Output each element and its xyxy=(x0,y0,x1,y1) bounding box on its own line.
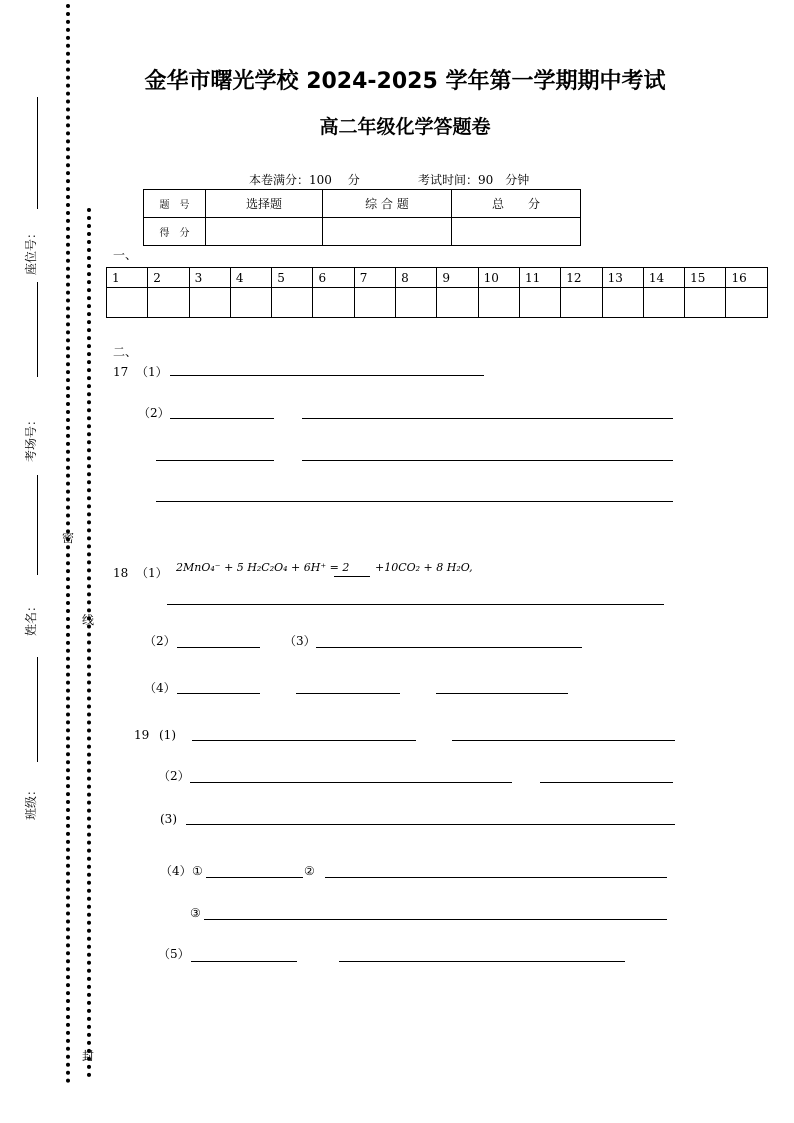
section-two-label: 二、 xyxy=(113,345,138,359)
answer-number: 12 xyxy=(561,268,602,288)
q19-part1-label: (1) xyxy=(159,728,176,742)
section-one-label: 一、 xyxy=(113,248,138,262)
inner-dotted-binding-line xyxy=(87,208,91,1078)
choice-header: 选择题 xyxy=(206,190,323,218)
score-row-label: 得 分 xyxy=(144,218,206,246)
exam-number-label: 考场号： xyxy=(24,413,38,462)
choice-score-cell[interactable] xyxy=(206,218,323,246)
q17-part2-blank-d[interactable] xyxy=(302,460,673,461)
binding-char-feng: 封 xyxy=(82,1049,95,1063)
answer-number: 8 xyxy=(396,268,437,288)
q19-part5-label: （5） xyxy=(158,947,190,961)
q17-part2-blank-e[interactable] xyxy=(156,501,673,502)
q19-part3-label: (3) xyxy=(160,812,177,826)
seat-line xyxy=(37,282,38,377)
q18-part2-blank[interactable] xyxy=(177,647,260,648)
answer-number: 9 xyxy=(437,268,478,288)
q19-part4-blank-2[interactable] xyxy=(325,877,667,878)
answer-number: 6 xyxy=(313,268,354,288)
answer-box[interactable] xyxy=(726,288,767,318)
q19-part1-blank-b[interactable] xyxy=(452,740,675,741)
comprehensive-score-cell[interactable] xyxy=(323,218,452,246)
answer-box[interactable] xyxy=(396,288,437,318)
class-label: 班级： xyxy=(24,783,38,820)
answer-box[interactable] xyxy=(685,288,726,318)
question-number-header: 题 号 xyxy=(144,190,206,218)
answer-box[interactable] xyxy=(478,288,519,318)
q19-part4-label: （4） xyxy=(160,864,192,878)
q19-part1-blank-a[interactable] xyxy=(192,740,416,741)
answer-number: 2 xyxy=(148,268,189,288)
q19-part2-label: （2） xyxy=(158,769,190,783)
exam-time-info: 考试时间：90 分钟 xyxy=(418,173,530,187)
answer-box-row xyxy=(107,288,768,318)
answer-number: 7 xyxy=(354,268,395,288)
q19-part2-blank-b[interactable] xyxy=(540,782,673,783)
exam-title: 金华市曙光学校 2024-2025 学年第一学期期中考试 xyxy=(144,69,666,94)
q19-part5-blank-b[interactable] xyxy=(339,961,625,962)
answer-number: 11 xyxy=(519,268,560,288)
binding-char-xian: 线 xyxy=(82,613,95,627)
q18-part4-blank-a[interactable] xyxy=(177,693,260,694)
answer-box[interactable] xyxy=(519,288,560,318)
answer-number: 10 xyxy=(478,268,519,288)
answer-sheet-subtitle: 高二年级化学答题卷 xyxy=(319,116,491,138)
total-score-cell[interactable] xyxy=(452,218,581,246)
answer-number: 13 xyxy=(602,268,643,288)
q18-part1-line[interactable] xyxy=(167,604,664,605)
q19-part4-blank-1[interactable] xyxy=(206,877,303,878)
q18-part4-label: （4） xyxy=(144,681,176,695)
q19-part2-blank-a[interactable] xyxy=(190,782,512,783)
answer-box[interactable] xyxy=(189,288,230,318)
answer-box[interactable] xyxy=(313,288,354,318)
answer-box[interactable] xyxy=(148,288,189,318)
answer-number: 5 xyxy=(272,268,313,288)
q18-part1-label: （1） xyxy=(136,566,168,580)
answer-number: 14 xyxy=(643,268,684,288)
q19-circle-three: ③ xyxy=(190,906,201,920)
q18-part4-blank-c[interactable] xyxy=(436,693,568,694)
q17-part2-label: （2） xyxy=(138,406,170,420)
answer-number: 4 xyxy=(230,268,271,288)
answer-box[interactable] xyxy=(643,288,684,318)
answer-number: 16 xyxy=(726,268,767,288)
q17-part2-blank-c[interactable] xyxy=(156,460,274,461)
choice-answer-grid xyxy=(106,267,768,318)
full-score-info: 本卷满分：100 分 xyxy=(249,173,360,187)
q19-part5-blank-a[interactable] xyxy=(191,961,297,962)
q17-part1-blank[interactable] xyxy=(170,375,484,376)
answer-number: 15 xyxy=(685,268,726,288)
q19-part4-blank-3[interactable] xyxy=(204,919,667,920)
q18-part2-label: （2） xyxy=(144,634,176,648)
answer-box[interactable] xyxy=(437,288,478,318)
q19-circle-two: ② xyxy=(304,864,315,878)
answer-box[interactable] xyxy=(230,288,271,318)
q18-part3-blank[interactable] xyxy=(316,647,582,648)
seat-label: 座位号： xyxy=(24,226,38,275)
q18-part4-blank-b[interactable] xyxy=(296,693,400,694)
q18-equation-right: +10CO₂ + 8 H₂O, xyxy=(375,561,473,574)
binding-char-mi: 密 xyxy=(62,531,75,545)
answer-number-row xyxy=(107,268,768,288)
q18-number: 18 xyxy=(113,566,129,580)
q17-part2-blank-b[interactable] xyxy=(302,418,673,419)
q19-part3-blank[interactable] xyxy=(186,824,675,825)
comprehensive-header: 综 合 题 xyxy=(323,190,452,218)
q18-equation-left: 2MnO₄⁻ + 5 H₂C₂O₄ + 6H⁺ = 2 xyxy=(176,561,350,574)
q17-part1-label: （1） xyxy=(136,365,168,379)
answer-box[interactable] xyxy=(602,288,643,318)
q19-number: 19 xyxy=(134,728,150,742)
name-line xyxy=(37,657,38,762)
q18-part3-label: （3） xyxy=(284,634,316,648)
total-header: 总 分 xyxy=(452,190,581,218)
answer-box[interactable] xyxy=(354,288,395,318)
exam-number-line xyxy=(37,475,38,575)
answer-number: 3 xyxy=(189,268,230,288)
q17-part2-blank-a[interactable] xyxy=(170,418,274,419)
answer-box[interactable] xyxy=(107,288,148,318)
q19-circle-one: ① xyxy=(192,864,203,878)
q18-equation-blank[interactable] xyxy=(334,576,370,577)
name-label: 姓名： xyxy=(24,599,38,636)
q17-number: 17 xyxy=(113,365,129,379)
answer-box[interactable] xyxy=(561,288,602,318)
answer-box[interactable] xyxy=(272,288,313,318)
score-table xyxy=(143,189,581,246)
answer-number: 1 xyxy=(107,268,148,288)
